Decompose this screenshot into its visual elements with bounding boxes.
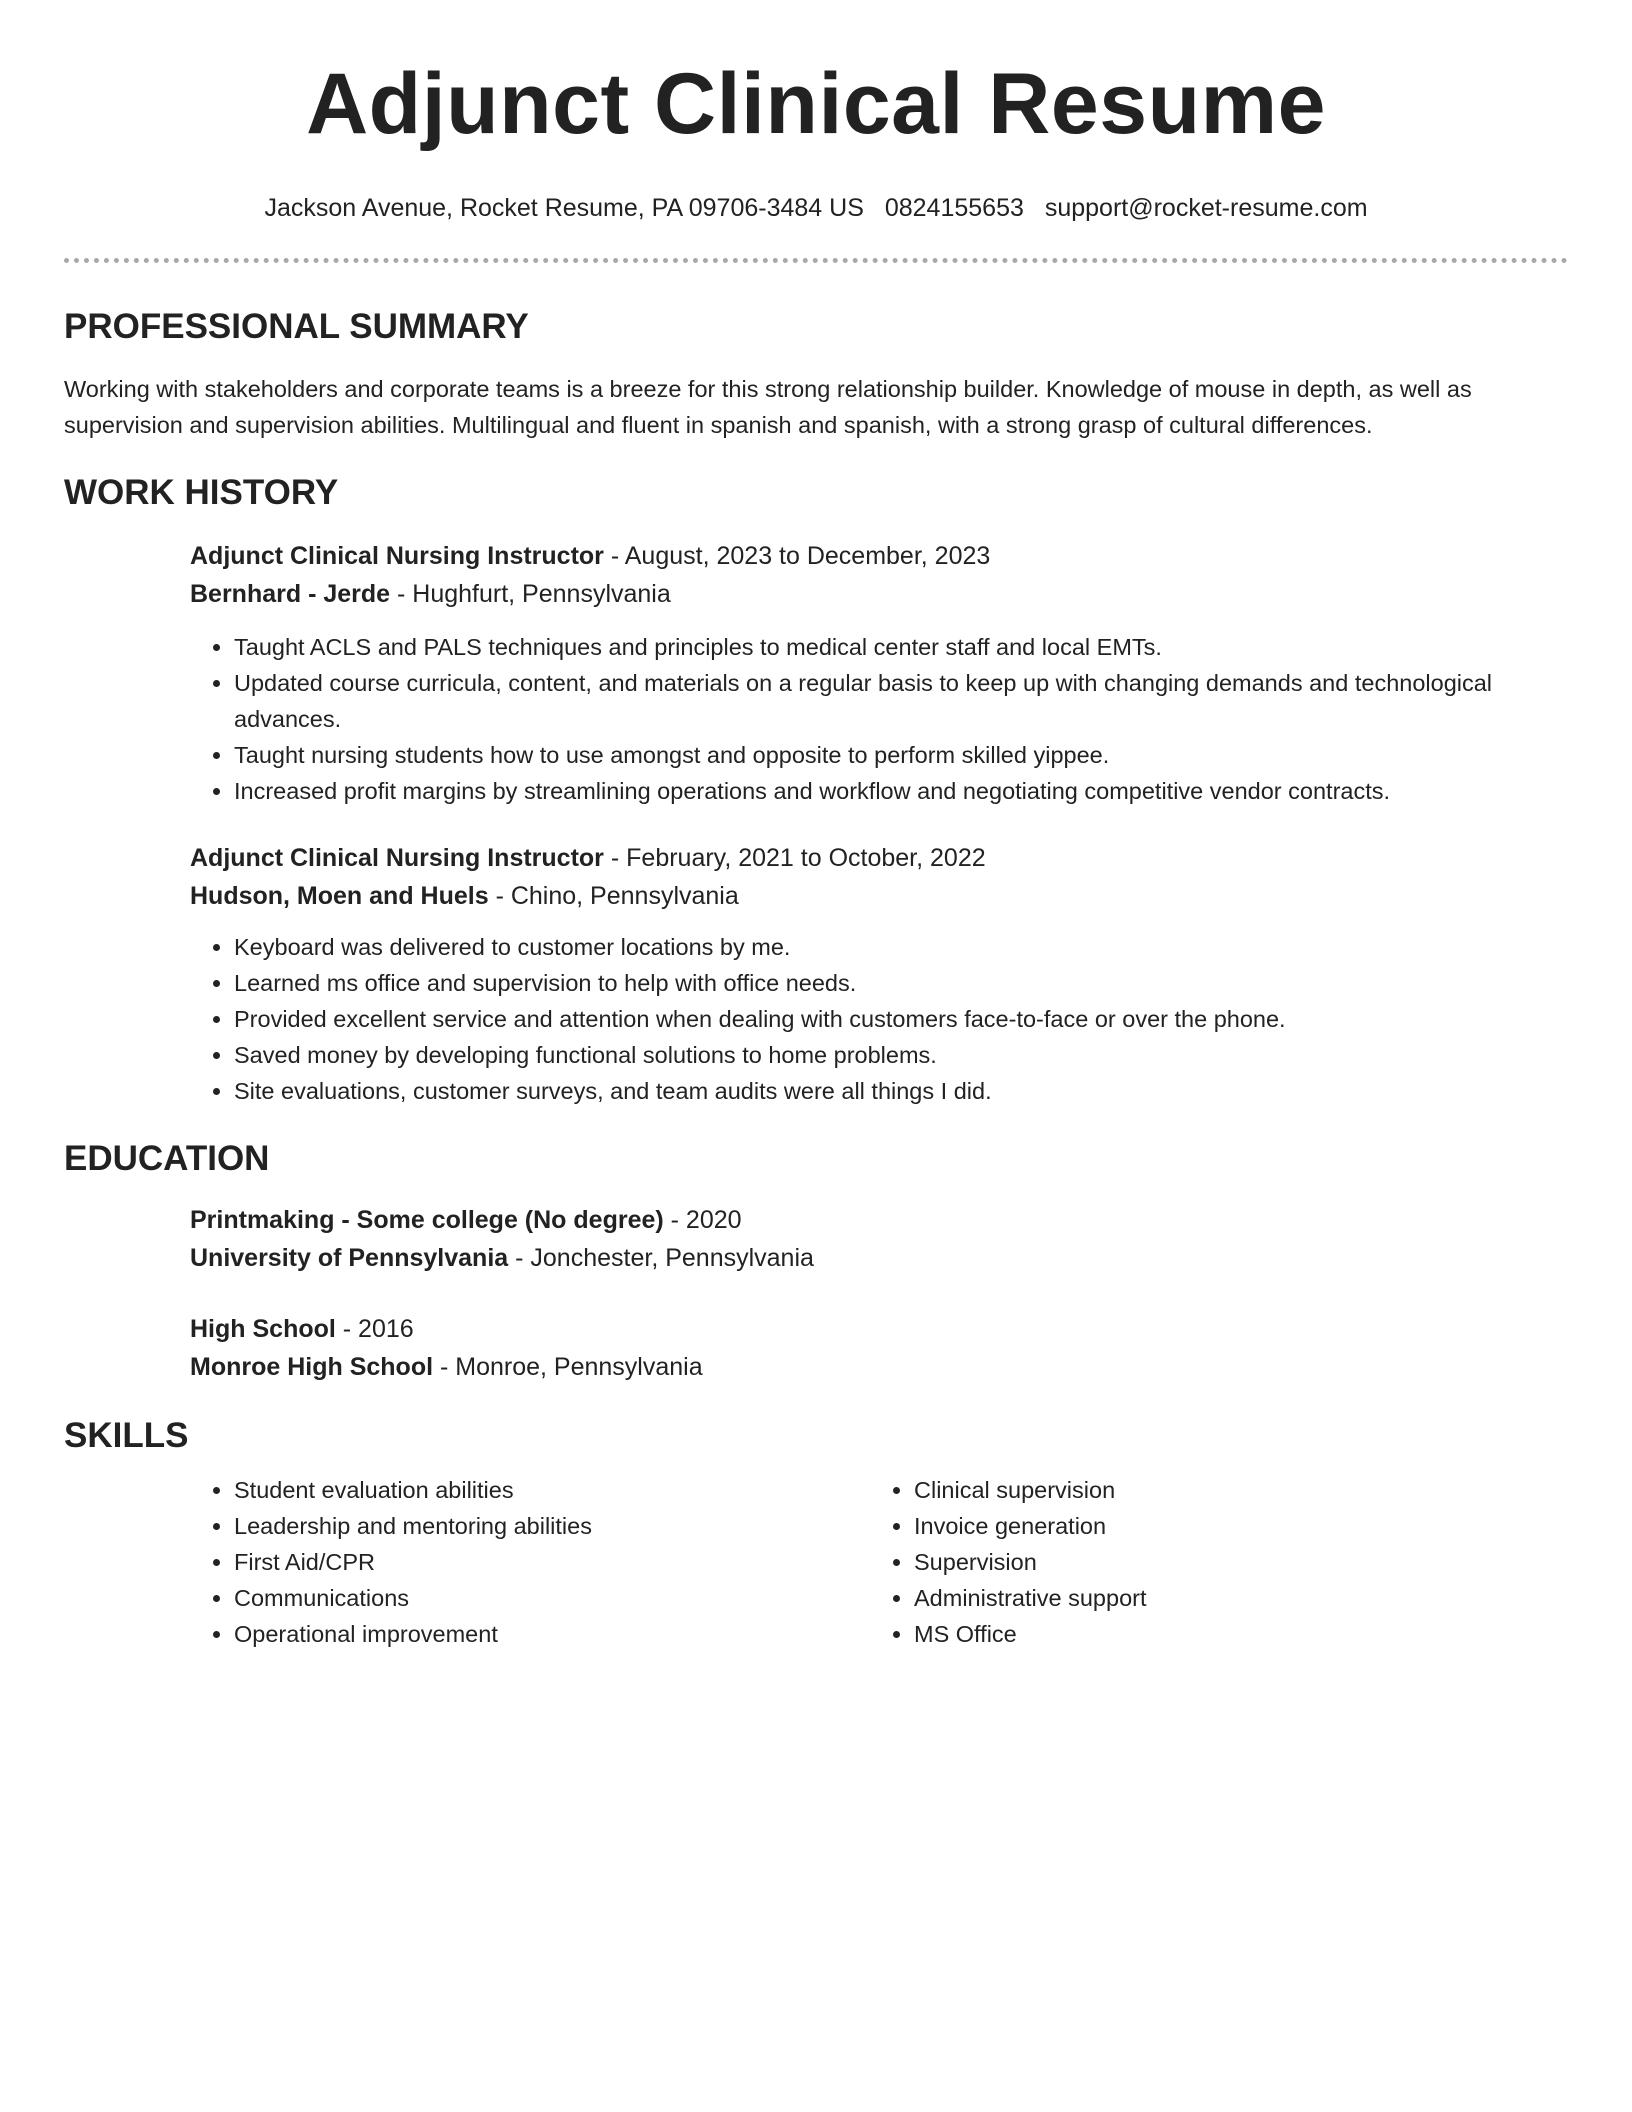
section-title-summary: PROFESSIONAL SUMMARY [64,307,529,346]
education-entry [190,1310,1568,1386]
job-title-line [190,839,1568,877]
list-item: • Administrative support [914,1580,1550,1616]
list-item: • Clinical supervision [914,1472,1550,1508]
list-item: • Communications [234,1580,870,1616]
job-bullets [190,629,1568,809]
job-role: Adjunct Clinical Nursing Instructor [190,844,604,872]
education-degree-line [190,1310,1568,1348]
job-entry [190,839,1568,1109]
job-dates: - February, 2021 to October, 2022 [603,844,986,872]
job-bullets [190,929,1568,1109]
education-location: - Jonchester, Pennsylvania [508,1244,814,1272]
education-school: Monroe High School [190,1353,434,1381]
job-title-line [190,537,1568,575]
resume-page [64,0,1568,1652]
job-location: - Chino, Pennsylvania [488,882,739,910]
list-item: • Taught nursing students how to use amongst and opposite to perform skilled yippee. [234,737,1568,773]
section-title-work: WORK HISTORY [64,473,339,512]
job-role: Adjunct Clinical Nursing Instructor [190,542,604,570]
list-item: • Supervision [914,1544,1550,1580]
address-text: Jackson Avenue, Rocket Resume, PA 09706-3484 US [264,194,864,222]
list-item: • Increased profit margins by streamlining operations and workflow and negotiating competitive vendor contracts. [234,773,1568,809]
list-item: • Site evaluations, customer surveys, and team audits were all things I did. [234,1073,1568,1109]
job-dates: - August, 2023 to December, 2023 [603,542,991,570]
resume-title: Adjunct Clinical Resume [306,56,1326,152]
education-degree-line [190,1201,1568,1239]
list-item: • Updated course curricula, content, and materials on a regular basis to keep up with changing demands and technological advances. [234,665,1568,737]
education-school: University of Pennsylvania [190,1244,509,1272]
list-item: • Saved money by developing functional solutions to home problems. [234,1037,1568,1073]
list-item: • First Aid/CPR [234,1544,870,1580]
education-school-line [190,1239,1568,1277]
list-item: • Learned ms office and supervision to help with office needs. [234,965,1568,1001]
contact-line [64,192,1568,224]
section-title-skills: SKILLS [64,1416,189,1455]
email-text: support@rocket-resume.com [1044,194,1368,222]
job-entry [190,537,1568,809]
education-year: - 2016 [335,1315,414,1343]
job-company: Bernhard - Jerde [190,580,391,608]
list-item: • MS Office [914,1616,1550,1652]
skills-column-left [190,1472,870,1652]
job-company-line [190,877,1568,915]
skills-list [870,1472,1550,1652]
education-location: - Monroe, Pennsylvania [433,1353,703,1381]
education-degree: Printmaking - Some college (No degree) [190,1206,664,1234]
list-item: • Invoice generation [914,1508,1550,1544]
job-company-line [190,575,1568,613]
education-entry [190,1201,1568,1277]
education-degree: High School [190,1315,336,1343]
list-item: • Leadership and mentoring abilities [234,1508,870,1544]
education-year: - 2020 [663,1206,742,1234]
list-item: • Operational improvement [234,1616,870,1652]
summary-text: Working with stakeholders and corporate teams is a breeze for this strong relationship builder. Knowledge of mouse in depth, as well as supervision and supervision abilities. Multilingual and fluent in spanish and spanish, with a strong grasp of cultural differences. [64,376,1472,438]
list-item: • Provided excellent service and attention when dealing with customers face-to-face or over the phone. [234,1001,1568,1037]
job-location: - Hughfurt, Pennsylvania [390,580,671,608]
phone-text: 0824155653 [884,194,1024,222]
education-school-line [190,1348,1568,1386]
list-item: • Student evaluation abilities [234,1472,870,1508]
skills-column-right [870,1472,1550,1652]
skills-list [190,1472,870,1652]
list-item: • Keyboard was delivered to customer locations by me. [234,929,1568,965]
section-title-education: EDUCATION [64,1139,270,1178]
header-divider [64,258,1568,263]
skills-grid [190,1472,1568,1652]
job-company: Hudson, Moen and Huels [190,882,489,910]
list-item: • Taught ACLS and PALS techniques and principles to medical center staff and local EMTs. [234,629,1568,665]
